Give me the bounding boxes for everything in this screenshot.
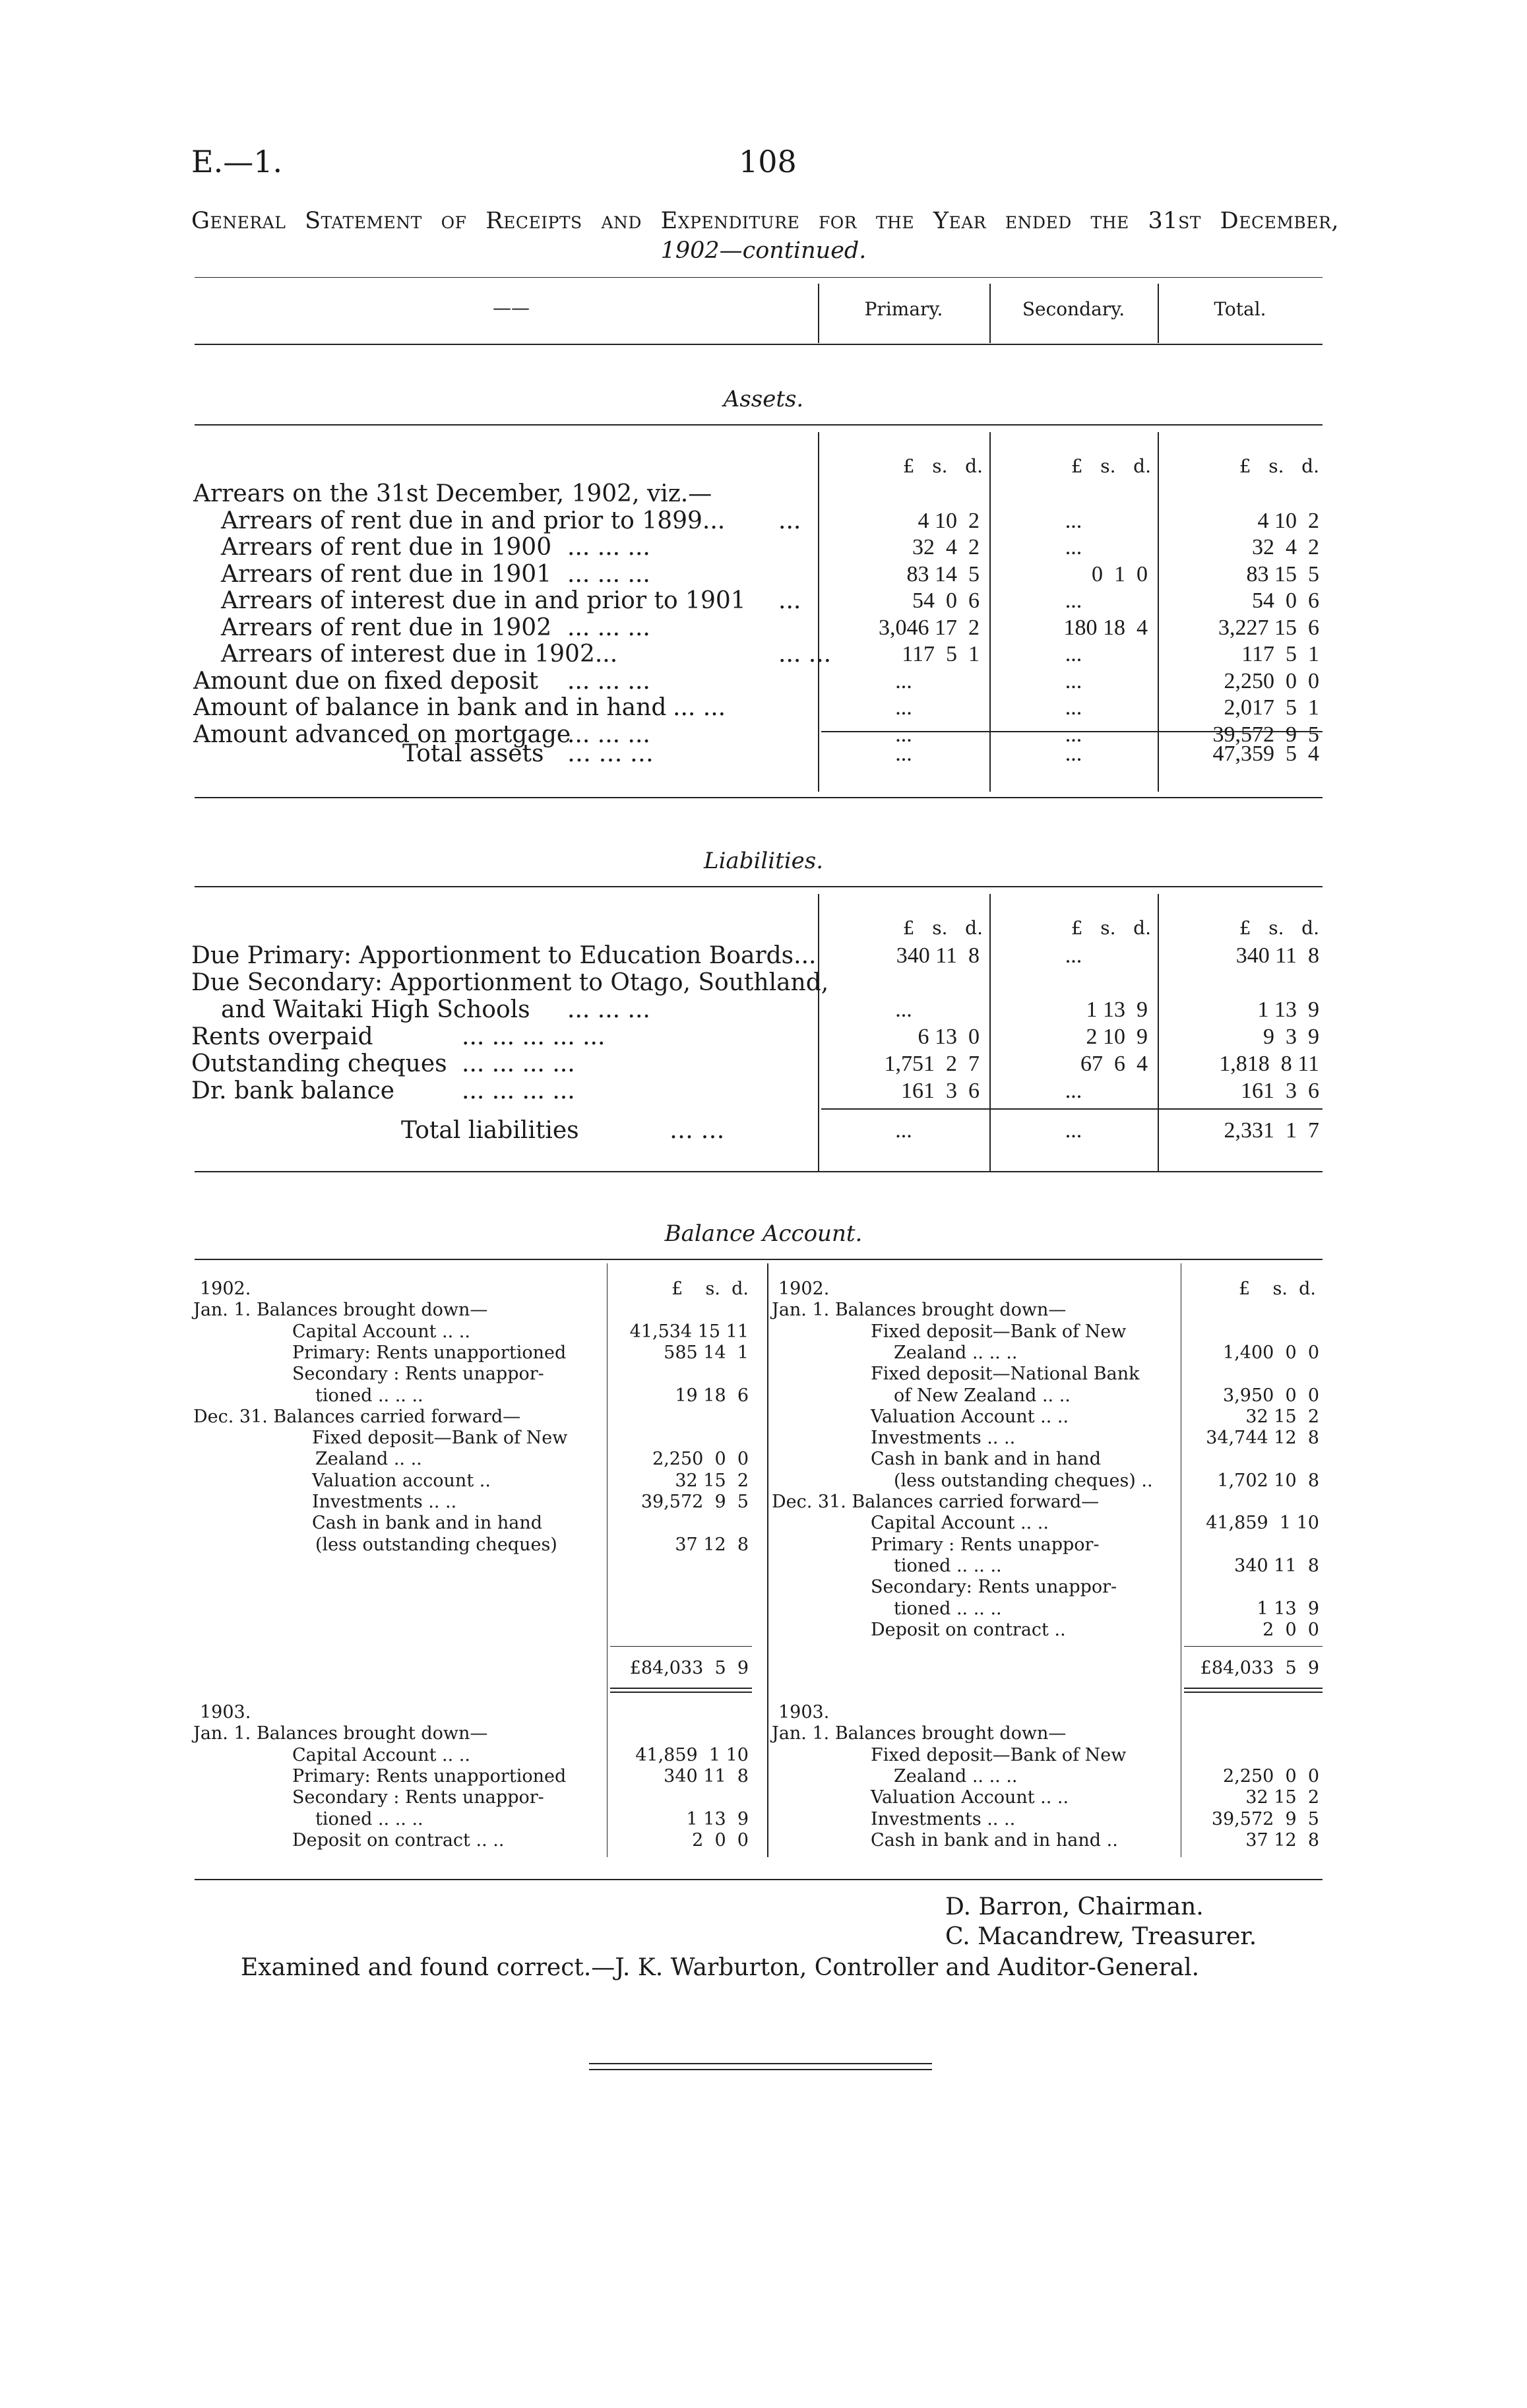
balance-left-1903-row-label: tioned .. .. .. (315, 1808, 423, 1829)
liability-row-total: 161 3 6 (1241, 1079, 1319, 1103)
total-liabilities-leader: … … (670, 1117, 725, 1144)
total-liabilities-total: 2,331 1 7 (1224, 1118, 1319, 1143)
asset-row-total: 32 4 2 (1252, 535, 1319, 559)
asset-row-label: Arrears of rent due in 1900 (221, 534, 552, 561)
asset-row-label: Amount due on fixed deposit (193, 667, 539, 695)
balance-left-row-label: tioned .. .. .. (315, 1385, 423, 1406)
balance-right-1903-row-amount: 32 15 2 (1245, 1787, 1319, 1808)
balance-right-row-amount: 1,702 10 8 (1217, 1470, 1319, 1491)
liability-row-total: 1,818 8 11 (1219, 1052, 1319, 1076)
asset-row-leader: ... ... ... (567, 534, 650, 561)
balance-right-row-label: tioned .. .. .. (894, 1555, 1002, 1576)
liability-row-label: Dr. bank balance (191, 1077, 395, 1104)
auditor-signature: Examined and found correct.—J. K. Warburton, Controller and Auditor-General. (241, 1954, 1200, 1981)
asset-row-secondary: ... (1065, 508, 1082, 533)
asset-row-secondary: ... (1065, 588, 1082, 613)
asset-row-label: Arrears of rent due in and prior to 1899... (221, 507, 726, 534)
balance-left-row-label: Zealand .. .. (315, 1449, 422, 1470)
liability-row-secondary: ... (1065, 943, 1082, 968)
balance-right-row-label: Fixed deposit—Bank of New (871, 1321, 1127, 1342)
asset-row-primary: ... (895, 695, 912, 720)
balance-left-row-label: Jan. 1. Balances brought down— (193, 1300, 488, 1321)
asset-row-leader: ... (778, 587, 801, 614)
asset-row-primary: ... (895, 668, 912, 693)
asset-row-label: Arrears of interest due in 1902... (221, 641, 618, 668)
liability-row-secondary: 1 13 9 (1086, 998, 1148, 1022)
liabilities-secondary-money-head: £ s. d. (1071, 917, 1151, 939)
asset-row-secondary: ... (1065, 722, 1082, 747)
asset-row-total: 4 10 2 (1257, 508, 1319, 533)
asset-row-label: Arrears of interest due in and prior to 1901 (221, 587, 746, 614)
assets-total-money-head: £ s. d. (1239, 455, 1319, 477)
asset-row-total: 2,250 0 0 (1224, 668, 1319, 693)
balance-right-1903-row-label: Valuation Account .. .. (871, 1787, 1069, 1808)
asset-row-total: 54 0 6 (1252, 588, 1319, 613)
total-liabilities-primary: ... (895, 1118, 912, 1143)
column-primary: Primary. (864, 298, 943, 320)
balance-right-row-amount: 1,400 0 0 (1223, 1342, 1319, 1363)
balance-left-row-amount: 585 14 1 (664, 1342, 749, 1363)
balance-right-row-label: Dec. 31. Balances carried forward— (772, 1492, 1100, 1512)
liability-row-primary: 6 13 0 (918, 1025, 980, 1049)
balance-left-row-label: 1902. (200, 1279, 251, 1299)
balance-right-1903-row-label: Cash in bank and in hand .. (871, 1829, 1118, 1851)
balance-right-row-amount: 3,950 0 0 (1223, 1385, 1319, 1406)
balance-left-row-label: (less outstanding cheques) (315, 1534, 557, 1555)
liability-row-label: Due Primary: Apportionment to Education Boards... (191, 942, 817, 969)
balance-right-1903-row-label: Investments .. .. (871, 1808, 1016, 1829)
column-dash: —— (493, 297, 530, 319)
balance-right-row-label: tioned .. .. .. (894, 1598, 1002, 1619)
liability-row-leader: ... ... ... (567, 996, 650, 1023)
liability-row-total: 1 13 9 (1257, 998, 1319, 1022)
balance-left-1903-row-label: Primary: Rents unapportioned (292, 1765, 567, 1787)
total-assets-leader: … … … (567, 740, 654, 767)
asset-row-primary: 54 0 6 (912, 588, 980, 613)
treasurer-signature: C. Macandrew, Treasurer. (945, 1923, 1257, 1950)
balance-right-row-label: Valuation Account .. .. (871, 1406, 1069, 1427)
liability-row-secondary: 2 10 9 (1086, 1025, 1148, 1049)
balance-left-row-label: Cash in bank and in hand (312, 1513, 543, 1534)
asset-row-label: Arrears of rent due in 1901 (221, 560, 552, 588)
balance-right-row-label: of New Zealand .. .. (894, 1385, 1071, 1406)
balance-right-grand-total: £84,033 5 9 (1200, 1658, 1319, 1678)
balance-right-row-amount: 32 15 2 (1245, 1406, 1319, 1427)
liability-row-leader: ... ... ... ... (462, 1050, 575, 1077)
liability-row-secondary: 67 6 4 (1080, 1052, 1148, 1076)
asset-row-leader: ... ... (673, 694, 726, 721)
balance-right-row-label: Jan. 1. Balances brought down— (772, 1300, 1067, 1321)
asset-row-leader: ... (778, 507, 801, 534)
asset-row-total: 83 15 5 (1246, 561, 1319, 586)
liabilities-heading: Liabilities. (703, 848, 824, 874)
balance-left-row-amount: 2,250 0 0 (652, 1449, 749, 1470)
balance-right-row-label: 1902. (778, 1279, 830, 1299)
asset-row-label: Arrears on the 31st December, 1902, viz.— (193, 480, 712, 507)
balance-right-row-label: Primary : Rents unappor- (871, 1534, 1100, 1555)
balance-left-1903-row-label: Deposit on contract .. .. (292, 1829, 505, 1851)
asset-row-total: 2,017 5 1 (1224, 695, 1319, 720)
liability-row-secondary: ... (1065, 1079, 1082, 1103)
balance-right-money-head: £ s. d. (1239, 1279, 1316, 1299)
balance-left-money-head: £ s. d. (671, 1279, 749, 1299)
balance-right-row-label: Deposit on contract .. (871, 1619, 1066, 1640)
balance-right-row-amount: 340 11 8 (1234, 1555, 1319, 1576)
liability-row-label: Rents overpaid (191, 1023, 373, 1050)
liability-row-primary: ... (895, 998, 912, 1022)
liability-row-primary: 1,751 2 7 (884, 1052, 980, 1076)
balance-right-1903-row-label: 1903. (778, 1702, 830, 1723)
balance-heading: Balance Account. (664, 1220, 863, 1247)
liability-row-label: and Waitaki High Schools (221, 996, 530, 1023)
assets-secondary-money-head: £ s. d. (1071, 455, 1151, 477)
asset-row-primary: ... (895, 722, 912, 747)
asset-row-secondary: ... (1065, 642, 1082, 666)
balance-right-row-label: Fixed deposit—National Bank (871, 1364, 1140, 1385)
asset-row-total: 3,227 15 6 (1218, 615, 1319, 640)
balance-left-row-amount: 37 12 8 (675, 1534, 749, 1555)
asset-row-secondary: ... (1065, 535, 1082, 559)
balance-right-row-label: (less outstanding cheques) .. (894, 1470, 1153, 1491)
asset-row-label: Amount of balance in bank and in hand (193, 694, 667, 721)
balance-left-1903-row-label: 1903. (200, 1702, 251, 1723)
total-assets-secondary: ... (1065, 742, 1082, 766)
asset-row-leader: ... ... (778, 641, 832, 668)
balance-left-row-label: Valuation account .. (312, 1470, 491, 1491)
asset-row-total: 117 5 1 (1241, 642, 1319, 666)
asset-row-leader: ... ... ... (567, 614, 650, 641)
liability-row-primary: 340 11 8 (896, 943, 980, 968)
balance-right-row-amount: 2 0 0 (1262, 1619, 1319, 1640)
balance-left-1903-row-amount: 340 11 8 (664, 1765, 749, 1787)
balance-right-row-amount: 34,744 12 8 (1206, 1428, 1319, 1449)
balance-left-row-label: Secondary : Rents unappor- (292, 1364, 544, 1385)
balance-left-1903-row-amount: 41,859 1 10 (635, 1744, 749, 1765)
asset-row-primary: 3,046 17 2 (879, 615, 980, 640)
balance-left-row-amount: 32 15 2 (675, 1470, 749, 1491)
asset-row-primary: 32 4 2 (912, 535, 980, 559)
total-liabilities-secondary: ... (1065, 1118, 1082, 1143)
statement-title: General Statement of Receipts and Expenditure for the Year ended the 31st December, (191, 208, 1339, 234)
asset-row-label: Amount advanced on mortgage (193, 720, 571, 748)
balance-right-row-amount: 1 13 9 (1257, 1598, 1319, 1619)
balance-right-1903-row-amount: 37 12 8 (1245, 1829, 1319, 1851)
balance-left-1903-row-label: Jan. 1. Balances brought down— (193, 1723, 488, 1744)
balance-left-1903-row-label: Capital Account .. .. (292, 1744, 470, 1765)
page-number: 108 (739, 144, 797, 179)
column-secondary: Secondary. (1022, 298, 1125, 320)
total-assets-total: 47,359 5 4 (1212, 742, 1319, 766)
balance-right-row-label: Zealand .. .. .. (894, 1342, 1018, 1363)
asset-row-secondary: ... (1065, 668, 1082, 693)
liability-row-label: Outstanding cheques (191, 1050, 447, 1077)
asset-row-total: 39,572 9 5 (1212, 722, 1319, 747)
total-assets-primary: ... (895, 742, 912, 766)
balance-left-row-label: Fixed deposit—Bank of New (312, 1428, 568, 1449)
statement-subtitle: 1902—continued. (660, 238, 867, 264)
assets-primary-money-head: £ s. d. (902, 455, 983, 477)
liability-row-total: 340 11 8 (1235, 943, 1319, 968)
balance-right-row-label: Cash in bank and in hand (871, 1449, 1102, 1470)
liability-row-label: Due Secondary: Apportionment to Otago, Southland, (191, 969, 829, 996)
asset-row-leader: ... ... ... (567, 560, 650, 588)
asset-row-leader: ... ... ... (567, 667, 650, 695)
assets-heading: Assets. (723, 386, 804, 412)
balance-left-row-label: Primary: Rents unapportioned (292, 1342, 567, 1363)
asset-row-secondary: ... (1065, 695, 1082, 720)
asset-row-secondary: 180 18 4 (1063, 615, 1148, 640)
total-assets-label: Total assets (402, 740, 544, 767)
liabilities-primary-money-head: £ s. d. (902, 917, 983, 939)
balance-left-row-amount: 39,572 9 5 (640, 1492, 749, 1512)
balance-left-row-label: Dec. 31. Balances carried forward— (193, 1406, 521, 1427)
asset-row-primary: 83 14 5 (906, 561, 980, 586)
chairman-signature: D. Barron, Chairman. (945, 1893, 1204, 1920)
liability-row-primary: 161 3 6 (901, 1079, 980, 1103)
column-total: Total. (1214, 298, 1266, 320)
balance-right-row-label: Investments .. .. (871, 1428, 1016, 1449)
balance-right-row-label: Capital Account .. .. (871, 1513, 1049, 1534)
liability-row-leader: ... ... ... ... ... (462, 1023, 606, 1050)
balance-right-row-label: Secondary: Rents unappor- (871, 1577, 1117, 1598)
balance-left-1903-row-amount: 1 13 9 (686, 1808, 749, 1829)
liability-row-leader: ... ... ... ... (462, 1077, 575, 1104)
document-code: E.—1. (191, 144, 283, 179)
balance-right-1903-row-label: Zealand .. .. .. (894, 1765, 1018, 1787)
total-liabilities-label: Total liabilities (401, 1117, 579, 1144)
balance-left-1903-row-label: Secondary : Rents unappor- (292, 1787, 544, 1808)
asset-row-primary: 117 5 1 (902, 642, 980, 666)
balance-left-row-label: Capital Account .. .. (292, 1321, 470, 1342)
asset-row-leader: ... ... ... (567, 720, 650, 748)
balance-right-1903-row-label: Fixed deposit—Bank of New (871, 1744, 1127, 1765)
balance-left-grand-total: £84,033 5 9 (629, 1658, 749, 1678)
balance-right-1903-row-label: Jan. 1. Balances brought down— (772, 1723, 1067, 1744)
balance-left-row-amount: 41,534 15 11 (629, 1321, 749, 1342)
liabilities-total-money-head: £ s. d. (1239, 917, 1319, 939)
balance-left-row-label: Investments .. .. (312, 1492, 457, 1512)
balance-left-1903-row-amount: 2 0 0 (692, 1829, 749, 1851)
balance-right-1903-row-amount: 39,572 9 5 (1211, 1808, 1319, 1829)
asset-row-secondary: 0 1 0 (1092, 561, 1148, 586)
asset-row-primary: 4 10 2 (918, 508, 980, 533)
balance-right-1903-row-amount: 2,250 0 0 (1223, 1765, 1319, 1787)
asset-row-label: Arrears of rent due in 1902 (221, 614, 552, 641)
balance-left-row-amount: 19 18 6 (675, 1385, 749, 1406)
balance-right-row-amount: 41,859 1 10 (1206, 1513, 1319, 1534)
liability-row-total: 9 3 9 (1263, 1025, 1319, 1049)
